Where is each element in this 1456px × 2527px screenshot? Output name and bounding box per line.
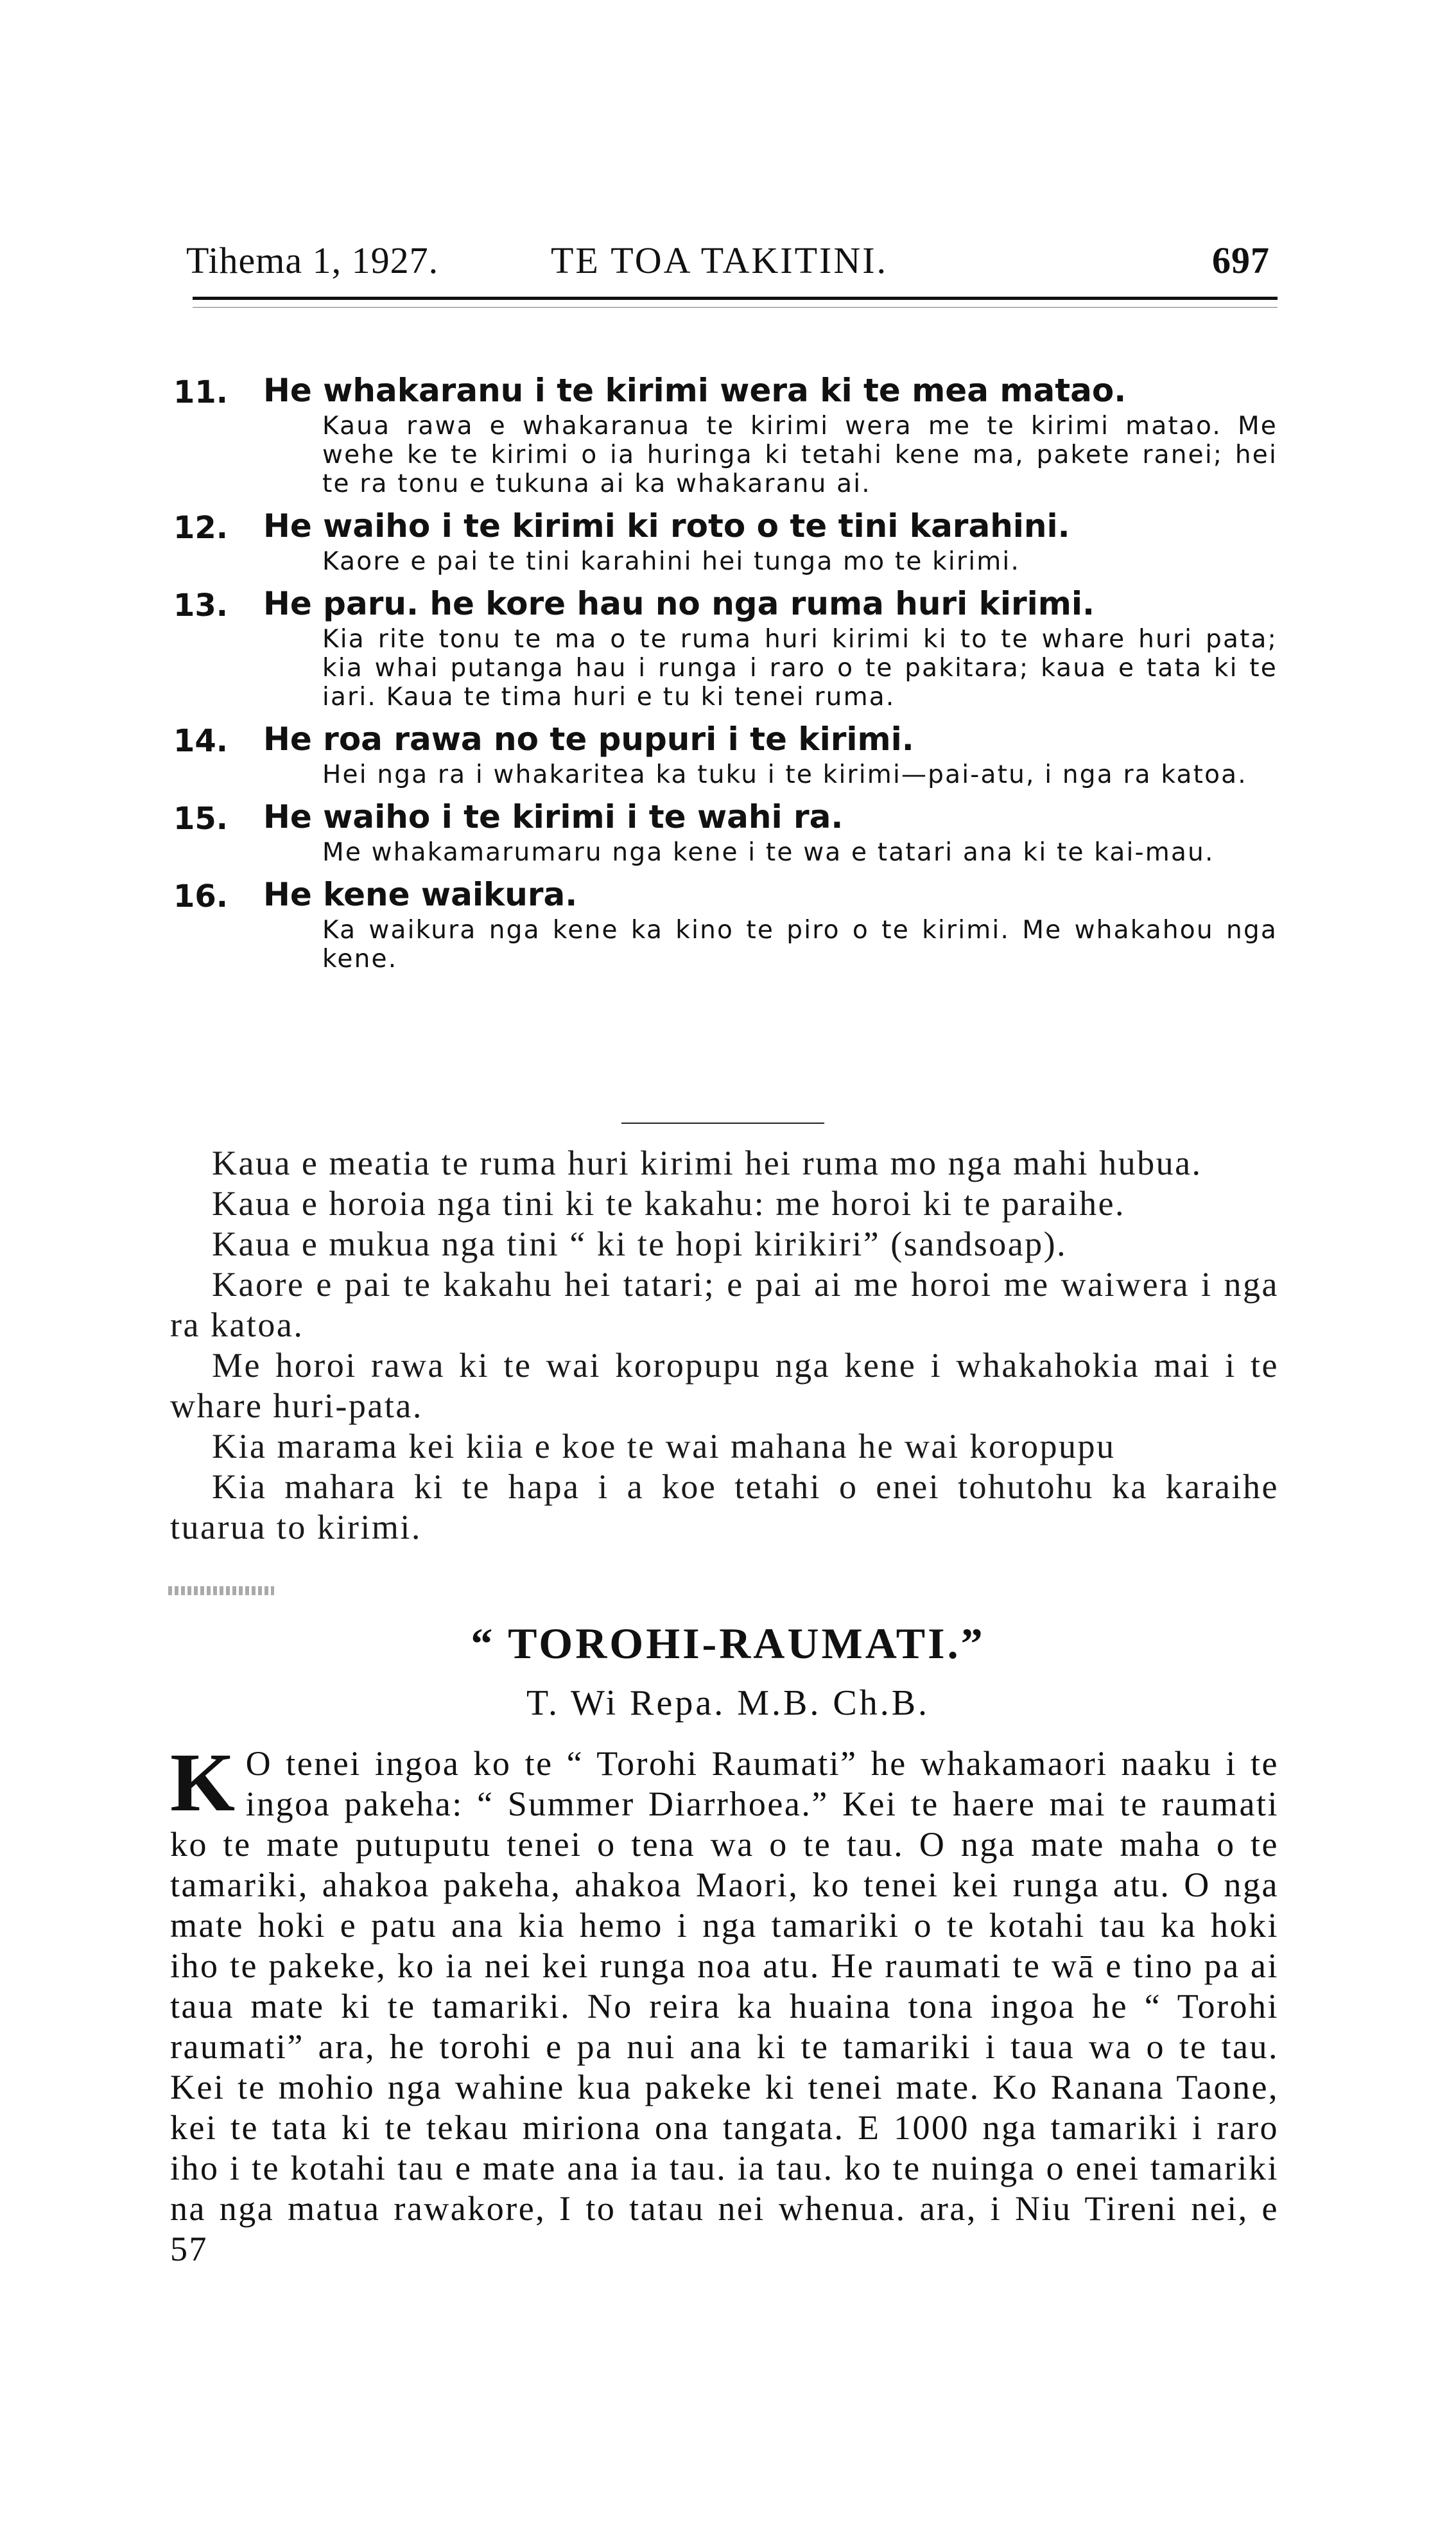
drop-cap: K	[170, 1736, 237, 1829]
article-body	[170, 1736, 1279, 2269]
hint-item	[173, 369, 1278, 498]
hint-title: He waiho i te kirimi ki roto o te tini karahini.	[263, 507, 1070, 545]
advice-paragraph: Kaua e horoia nga tini ki te kakahu: me horoi ki te paraihe.	[212, 1184, 1126, 1223]
section-divider	[621, 1123, 824, 1124]
hint-number: 12.	[173, 510, 229, 546]
header-page-number: 697	[1212, 240, 1270, 281]
advice-paragraph: Kaua e meatia te ruma huri kirimi hei ruma mo nga mahi hubua.	[212, 1144, 1202, 1182]
advice-paragraph: Kaore e pai te kakahu hei tatari; e pai ai me horoi me waiwera i nga ra katoa.	[170, 1265, 1279, 1344]
header-journal-title: TE TOA TAKITINI.	[551, 240, 888, 281]
hint-body: Kaore e pai te tini karahini hei tunga mo te kirimi.	[322, 547, 1021, 576]
article-paragraph: O tenei ingoa ko te “ Torohi Raumati” he whakamaori naaku i te ingoa pakeha: “ Summer Diarrhoea.” Kei te haere mai te raumati ko te mate putuputu tenei o tena wa o te tau. O nga mate maha o te tamariki, ahakoa pakeha, ahakoa Maori, ko tenei kei runga atu. O nga mate hoki e patu ana kia hemo i nga tamariki o te kotahi tau ka hoki iho te pakeke, ko ia nei kei runga noa atu. He raumati te wā e tino pa ai taua mate ki te tamariki. No reira ka huaina tona ingoa he “ Torohi raumati” ara, he torohi e pa nui ana ki te tamariki i taua wa o te tau. Kei te mohio nga wahine kua pakeke ki tenei mate. Ko Ranana Taone, kei te tata ki te tekau miriona ona tangata. E 1000 nga tamariki i raro iho i te kotahi tau e mate ana ia tau. ia tau. ko te nuinga o enei tamariki na nga matua rawakore, I to tatau nei whenua. ara, i Niu Tireni nei, e 57	[170, 1744, 1279, 2268]
hint-number: 13.	[173, 588, 229, 624]
advice-paragraph: Me horoi rawa ki te wai koropupu nga kene i whakahokia mai i te whare huri-pata.	[170, 1346, 1279, 1425]
hint-title: He roa rawa no te pupuri i te kirimi.	[263, 721, 914, 758]
hint-item	[173, 796, 1278, 867]
advice-paragraph: Kaua e mukua nga tini “ ki te hopi kirikiri” (sandsoap).	[212, 1225, 1068, 1263]
numbered-hints-list	[173, 369, 1278, 980]
hint-title: He whakaranu i te kirimi wera ki te mea matao.	[263, 372, 1127, 409]
hint-item	[173, 873, 1278, 974]
article-title: “ TOROHI-RAUMATI.”	[471, 1619, 985, 1668]
hint-number: 15.	[173, 801, 229, 837]
header-rule-thin	[193, 307, 1278, 308]
header-rule	[193, 297, 1278, 300]
print-smudge	[168, 1586, 274, 1595]
hint-title: He waiho i te kirimi i te wahi ra.	[263, 798, 844, 835]
advice-paragraph: Kia marama kei kiia e koe te wai mahana he wai koropupu	[212, 1427, 1116, 1465]
hint-item	[173, 505, 1278, 576]
header-date: Tihema 1, 1927.	[186, 240, 439, 281]
hint-item	[173, 582, 1278, 712]
advice-section	[170, 1143, 1279, 1548]
hint-title: He kene waikura.	[263, 876, 578, 913]
running-header	[186, 239, 1276, 284]
hint-number: 11.	[173, 374, 229, 410]
hint-number: 16.	[173, 879, 229, 914]
hint-body: Kaua rawa e whakaranua te kirimi wera me te kirimi matao. Me wehe ke te kirimi o ia huringa ki tetahi kene ma, pakete ranei; hei te ra tonu e tukuna ai ka whakaranu ai.	[322, 412, 1278, 498]
hint-item	[173, 718, 1278, 789]
hint-title: He paru. he kore hau no nga ruma huri kirimi.	[263, 585, 1095, 622]
advice-paragraph: Kia mahara ki te hapa i a koe tetahi o enei tohutohu ka karaihe tuarua to kirimi.	[170, 1467, 1279, 1546]
hint-body: Me whakamarumaru nga kene i te wa e tatari ana ki te kai-mau.	[322, 838, 1215, 867]
hint-body: Ka waikura nga kene ka kino te piro o te kirimi. Me whakahou nga kene.	[322, 916, 1278, 974]
article-author: T. Wi Repa. M.B. Ch.B.	[526, 1683, 930, 1723]
hint-body: Kia rite tonu te ma o te ruma huri kirimi ki to te whare huri pata; kia whai putanga hau i runga i raro o te pakitara; kaua e tata ki te iari. Kaua te tima huri e tu ki tenei ruma.	[322, 625, 1278, 712]
hint-body: Hei nga ra i whakaritea ka tuku i te kirimi—pai-atu, i nga ra katoa.	[322, 760, 1247, 789]
hint-number: 14.	[173, 723, 229, 759]
